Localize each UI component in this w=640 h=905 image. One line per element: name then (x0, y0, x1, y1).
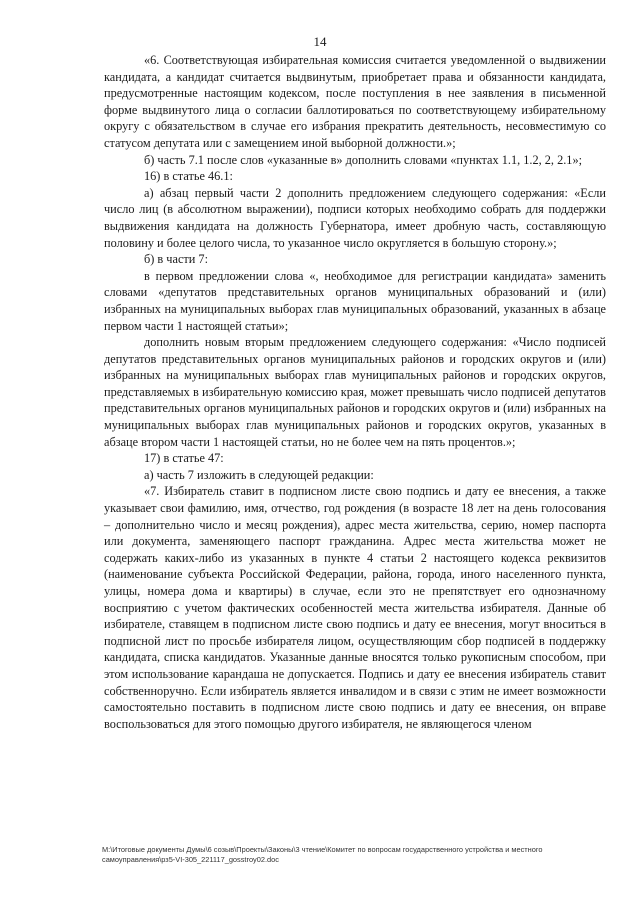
paragraph: б) в части 7: (144, 252, 209, 267)
paragraph: дополнить новым вторым предложением следующего содержания: «Число подписей депутатов представительных органов муниципальных районов и городских округов и (или) избранных на муниципальных выборах глав муниципальных районов и городских округов, представляемых в избирательную комиссию края, может превышать число подписей депутатов представительных органов муниципальных районов и городских округов и (или) избранных на муниципальных выборах глав муниципальных районов и городских округов, указанных в абзаце втором части 1 настоящей статьи, но не более чем на пять процентов.»; (104, 335, 606, 449)
paragraph: б) часть 7.1 после слов «указанные в» дополнить словами «пунктах 1.1, 1.2, 2, 2.1»; (144, 152, 583, 167)
document-body (104, 52, 606, 732)
paragraph: в первом предложении слова «, необходимое для регистрации кандидата» заменить словами «депутатов представительных органов муниципальных образований и (или) избранных на муниципальных выборах глав муниципальных образований, указанных в абзаце первом части 1 настоящей статьи»; (104, 268, 606, 333)
file-path-footer: M:\Итоговые документы Думы\6 созыв\Проекты\Законы\3 чтение\Комитет по вопросам государственного устройства и местного самоуправления\рз5-VI-305_221117_gosstroy02.doc (102, 845, 543, 864)
paragraph: «7. Избиратель ставит в подписном листе свою подпись и дату ее внесения, а также указывает свои фамилию, имя, отчество, год рождения (в возрасте 18 лет на день голосования – дополнительно число и месяц рождения), адрес места жительства, серию, номер паспорта или документа, заменяющего паспорт гражданина. Адрес места жительства может не содержать каких-либо из указанных в пункте 4 статьи 2 настоящего кодекса реквизитов (наименование субъекта Российской Федерации, района, города, иного населенного пункта, улицы, номера дома и квартиры) в случае, если это не препятствует его однозначному восприятию с учетом фактических особенностей места жительства избирателя. Данные об избирателе, ставящем в подписном листе свою подпись и дату ее внесения, могут вноситься в подписной лист по просьбе избирателя лицом, осуществляющим сбор подписей в поддержку кандидата, списка кандидатов. Указанные данные вносятся только рукописным способом, при этом использование карандаша не допускается. Подпись и дату ее внесения избиратель ставит собственноручно. Если избиратель является инвалидом и в связи с этим не имеет возможности самостоятельно поставить в подписном листе свою подпись и дату ее внесения, он вправе воспользоваться для этого помощью другого избирателя, не являющегося членом (104, 484, 606, 731)
paragraph: 16) в статье 46.1: (144, 169, 233, 184)
paragraph: 17) в статье 47: (144, 451, 224, 466)
paragraph: «6. Соответствующая избирательная комиссия считается уведомленной о выдвижении кандидата, а кандидат считается выдвинутым, приобретает права и обязанности кандидата, предусмотренные настоящим кодексом, после поступления в нее заявления в письменной форме выдвинутого лица о согласии баллотироваться по соответствующему избирательному округу с обязательством в случае его избрания прекратить деятельность, несовместимую со статусом депутата или с замещением иной выборной должности.»; (104, 53, 606, 150)
page-number: 14 (313, 34, 327, 49)
paragraph: а) абзац первый части 2 дополнить предложением следующего содержания: «Если число лиц (в абсолютном выражении), подписи которых необходимо собрать для поддержки выдвижения кандидата на должность Губернатора, имеет дробную часть, составляющую половину и более целого числа, то указанное число округляется в большую сторону.»; (104, 185, 606, 250)
paragraph: а) часть 7 изложить в следующей редакции: (144, 467, 374, 482)
